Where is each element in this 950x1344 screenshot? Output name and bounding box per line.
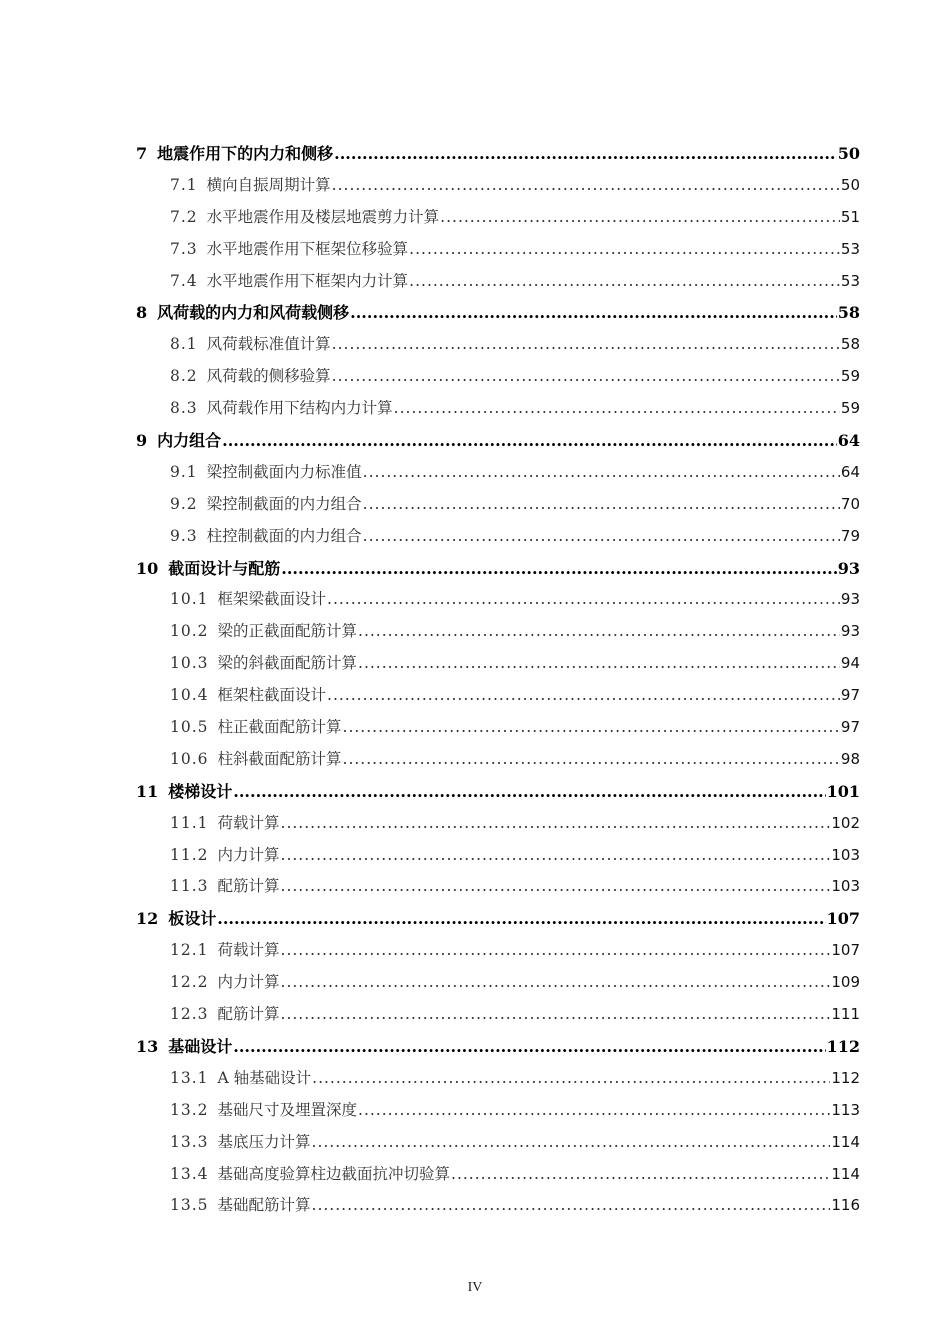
toc-entry-title: 水平地震作用下框架内力计算 — [206, 271, 409, 290]
toc-entry-page: 59 — [840, 367, 860, 386]
toc-entry-title: 水平地震作用及楼层地震剪力计算 — [206, 207, 440, 226]
dot-leader — [409, 266, 840, 298]
toc-entry-title: 梁的正截面配筋计算 — [217, 622, 358, 641]
toc-entry-title: 基础设计 — [168, 1036, 233, 1056]
toc-section-entry[interactable] — [136, 744, 860, 776]
toc-entry-number: 8 — [136, 303, 148, 323]
toc-entry-page: 111 — [831, 1005, 860, 1024]
toc-section-entry[interactable] — [136, 234, 860, 266]
dot-leader — [222, 425, 837, 457]
toc-section-entry[interactable] — [136, 967, 860, 999]
toc-entry-number: 9.3 — [170, 526, 198, 545]
toc-entry-number: 13 — [136, 1036, 159, 1056]
toc-entry-number: 10.2 — [170, 622, 209, 641]
dot-leader — [327, 680, 840, 712]
table-of-contents — [136, 138, 860, 1222]
toc-chapter-entry[interactable] — [136, 1031, 860, 1063]
toc-entry-page: 103 — [831, 877, 860, 896]
toc-entry-page: 97 — [840, 718, 860, 737]
dot-leader — [281, 935, 831, 967]
toc-entry-title: 梁控制截面内力标准值 — [206, 462, 362, 481]
toc-entry-number: 12.3 — [170, 1005, 209, 1024]
toc-section-entry[interactable] — [136, 266, 860, 298]
toc-section-entry[interactable] — [136, 935, 860, 967]
toc-entry-title: 基础配筋计算 — [217, 1196, 311, 1215]
toc-entry-page: 59 — [840, 399, 860, 418]
toc-section-entry[interactable] — [136, 1063, 860, 1095]
dot-leader — [281, 553, 836, 585]
toc-entry-page: 98 — [840, 749, 860, 768]
toc-section-entry[interactable] — [136, 329, 860, 361]
toc-entry-title: 配筋计算 — [217, 1005, 280, 1024]
toc-entry-number: 7.2 — [170, 207, 198, 226]
toc-entry-page: 53 — [840, 271, 860, 290]
dot-leader — [281, 967, 831, 999]
toc-entry-number: 7 — [136, 144, 148, 163]
toc-entry-number: 9.1 — [170, 462, 198, 481]
toc-entry-page: 64 — [840, 462, 860, 481]
dot-leader — [363, 489, 840, 521]
toc-entry-title: 框架梁截面设计 — [217, 590, 327, 609]
toc-entry-number: 9 — [136, 431, 148, 451]
toc-chapter-entry[interactable] — [136, 425, 860, 457]
toc-entry-number: 10 — [136, 558, 159, 578]
toc-entry-title: 内力组合 — [157, 431, 222, 451]
toc-entry-number: 12.2 — [170, 973, 209, 992]
toc-entry-page: 50 — [837, 144, 860, 163]
toc-entry-number: 10.4 — [170, 686, 209, 705]
toc-entry-page: 70 — [840, 494, 860, 513]
toc-entry-number: 7.3 — [170, 239, 198, 258]
dot-leader — [332, 361, 840, 393]
toc-entry-number: 12.1 — [170, 941, 209, 960]
toc-section-entry[interactable] — [136, 1190, 860, 1222]
toc-entry-title: 风荷载的侧移验算 — [206, 367, 331, 386]
toc-section-entry[interactable] — [136, 808, 860, 840]
toc-entry-page: 58 — [837, 303, 860, 323]
dot-leader — [343, 744, 840, 776]
toc-entry-page: 113 — [831, 1100, 860, 1119]
toc-entry-title: 横向自振周期计算 — [206, 175, 331, 194]
toc-entry-title: 柱斜截面配筋计算 — [217, 749, 342, 768]
toc-entry-number: 7.4 — [170, 271, 198, 290]
toc-chapter-entry[interactable] — [136, 553, 860, 585]
toc-entry-title: 柱控制截面的内力组合 — [206, 526, 362, 545]
toc-entry-number: 11 — [136, 781, 159, 801]
toc-entry-page: 112 — [831, 1068, 860, 1087]
toc-section-entry[interactable] — [136, 712, 860, 744]
dot-leader — [358, 1095, 830, 1127]
toc-entry-number: 13.3 — [170, 1132, 209, 1151]
toc-entry-number: 12 — [136, 909, 159, 929]
toc-entry-title: 板设计 — [168, 909, 217, 929]
toc-entry-title: 基础尺寸及埋置深度 — [217, 1100, 358, 1119]
toc-entry-title: 风荷载的内力和风荷载侧移 — [157, 303, 350, 323]
toc-entry-title: 内力计算 — [217, 973, 280, 992]
dot-leader — [358, 648, 840, 680]
toc-entry-number: 13.5 — [170, 1196, 209, 1215]
toc-entry-title: 梁控制截面的内力组合 — [206, 494, 362, 513]
toc-chapter-entry[interactable] — [136, 776, 860, 808]
toc-entry-title: 配筋计算 — [217, 877, 280, 896]
toc-entry-page: 116 — [831, 1196, 860, 1215]
toc-entry-page: 109 — [831, 973, 860, 992]
toc-entry-page: 112 — [826, 1036, 860, 1056]
toc-section-entry[interactable] — [136, 648, 860, 680]
dot-leader — [217, 903, 825, 935]
dot-leader — [281, 871, 831, 903]
toc-section-entry[interactable] — [136, 871, 860, 903]
toc-entry-number: 8.2 — [170, 367, 198, 386]
toc-entry-page: 58 — [840, 335, 860, 354]
toc-entry-title: 内力计算 — [217, 845, 280, 864]
dot-leader — [312, 1127, 831, 1159]
toc-section-entry[interactable] — [136, 1159, 860, 1191]
toc-entry-title: 框架柱截面设计 — [217, 686, 327, 705]
dot-leader — [327, 584, 840, 616]
toc-entry-page: 97 — [840, 686, 860, 705]
toc-section-entry[interactable] — [136, 1095, 860, 1127]
toc-entry-number: 10.6 — [170, 749, 209, 768]
toc-entry-number: 10.5 — [170, 718, 209, 737]
dot-leader — [358, 616, 840, 648]
toc-entry-number: 10.1 — [170, 590, 209, 609]
dot-leader — [451, 1159, 830, 1191]
toc-entry-title: 荷载计算 — [217, 941, 280, 960]
toc-entry-title: 基础高度验算柱边截面抗冲切验算 — [217, 1164, 451, 1183]
dot-leader — [233, 1031, 825, 1063]
toc-section-entry[interactable] — [136, 616, 860, 648]
toc-entry-page: 79 — [840, 526, 860, 545]
toc-section-entry[interactable] — [136, 489, 860, 521]
toc-entry-page: 103 — [831, 845, 860, 864]
dot-leader — [281, 999, 831, 1031]
toc-section-entry[interactable] — [136, 361, 860, 393]
dot-leader — [281, 808, 831, 840]
toc-entry-number: 9.2 — [170, 494, 198, 513]
toc-section-entry[interactable] — [136, 1127, 860, 1159]
toc-section-entry[interactable] — [136, 393, 860, 425]
toc-entry-number: 10.3 — [170, 654, 209, 673]
toc-chapter-entry[interactable] — [136, 297, 860, 329]
toc-entry-number: 7.1 — [170, 175, 198, 194]
toc-section-entry[interactable] — [136, 457, 860, 489]
toc-entry-number: 13.4 — [170, 1164, 209, 1183]
dot-leader — [363, 457, 840, 489]
toc-entry-page: 107 — [831, 941, 860, 960]
dot-leader — [409, 234, 840, 266]
toc-entry-page: 107 — [826, 909, 860, 929]
toc-entry-page: 93 — [837, 558, 860, 578]
toc-entry-title: 基底压力计算 — [217, 1132, 311, 1151]
toc-entry-number: 8.3 — [170, 399, 198, 418]
toc-entry-number: 11.2 — [170, 845, 209, 864]
dot-leader — [332, 329, 840, 361]
dot-leader — [312, 1063, 830, 1095]
toc-entry-title: 地震作用下的内力和侧移 — [157, 144, 334, 163]
toc-entry-number: 11.3 — [170, 877, 209, 896]
dot-leader — [281, 840, 831, 872]
dot-leader — [312, 1190, 831, 1222]
toc-section-entry[interactable] — [136, 584, 860, 616]
dot-leader — [233, 776, 825, 808]
toc-entry-title: 截面设计与配筋 — [168, 558, 281, 578]
toc-entry-page: 64 — [837, 431, 860, 451]
toc-entry-title: 楼梯设计 — [168, 781, 233, 801]
toc-section-entry[interactable] — [136, 680, 860, 712]
toc-entry-page: 50 — [840, 175, 860, 194]
toc-entry-number: 13.2 — [170, 1100, 209, 1119]
toc-entry-page: 51 — [840, 207, 860, 226]
toc-entry-page: 53 — [840, 239, 860, 258]
toc-entry-title: 风荷载标准值计算 — [206, 335, 331, 354]
dot-leader — [440, 202, 840, 234]
toc-chapter-entry[interactable] — [136, 138, 860, 170]
toc-entry-page: 102 — [831, 813, 860, 832]
toc-entry-page: 94 — [840, 654, 860, 673]
toc-entry-page: 114 — [831, 1164, 860, 1183]
toc-entry-title: A 轴基础设计 — [217, 1068, 312, 1087]
toc-section-entry[interactable] — [136, 170, 860, 202]
toc-entry-number: 11.1 — [170, 813, 209, 832]
toc-entry-page: 93 — [840, 622, 860, 641]
toc-entry-number: 8.1 — [170, 335, 198, 354]
toc-section-entry[interactable] — [136, 202, 860, 234]
toc-entry-title: 荷载计算 — [217, 813, 280, 832]
toc-chapter-entry[interactable] — [136, 903, 860, 935]
toc-entry-number: 13.1 — [170, 1068, 209, 1087]
page-number-footer: IV — [467, 1280, 483, 1295]
toc-entry-page: 93 — [840, 590, 860, 609]
toc-entry-page: 114 — [831, 1132, 860, 1151]
toc-section-entry[interactable] — [136, 840, 860, 872]
toc-entry-title: 柱正截面配筋计算 — [217, 718, 342, 737]
dot-leader — [332, 170, 840, 202]
toc-section-entry[interactable] — [136, 999, 860, 1031]
toc-entry-title: 梁的斜截面配筋计算 — [217, 654, 358, 673]
dot-leader — [343, 712, 840, 744]
toc-entry-title: 风荷载作用下结构内力计算 — [206, 399, 393, 418]
dot-leader — [334, 138, 837, 170]
toc-entry-title: 水平地震作用下框架位移验算 — [206, 239, 409, 258]
toc-entry-page: 101 — [826, 781, 860, 801]
dot-leader — [394, 393, 840, 425]
dot-leader — [350, 297, 837, 329]
dot-leader — [363, 521, 840, 553]
toc-section-entry[interactable] — [136, 521, 860, 553]
